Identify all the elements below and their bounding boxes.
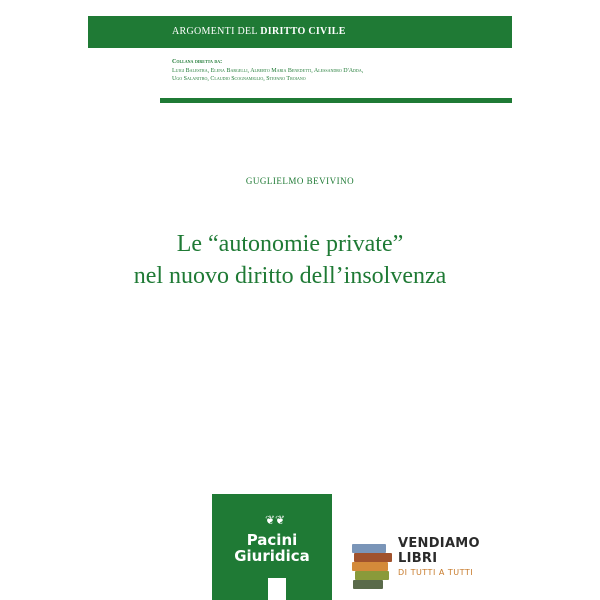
publisher-name-line-2: Giuridica [234,547,310,565]
series-title-regular: ARGOMENTI DEL [172,26,261,37]
badge-tagline: DI TUTTI A TUTTI [398,568,474,577]
series-band-left-block [88,16,160,48]
book-title [0,228,580,292]
editors-heading: Collana diretta da: [172,59,223,65]
publisher-name [212,532,332,564]
series-title-bold: DIRITTO CIVILE [260,26,346,37]
publisher-logo [212,494,332,600]
book-icon-1 [352,544,386,553]
book-icon-2 [354,553,392,562]
publisher-ornament-icon: ❦❦ [264,513,286,527]
book-title-line-1: Le “autonomie private” [176,231,404,257]
book-icon-3 [352,562,388,571]
vendiamo-libri-badge [352,536,492,590]
book-icon-5 [353,580,383,589]
series-divider [160,98,512,103]
series-title [172,26,346,37]
books-stack-icon [352,540,392,586]
book-title-line-2: nel nuovo diritto dell’insolvenza [133,263,447,289]
editors-names-line-2: Ugo Salanitro, Claudio Scognamiglio, Stefano Troiano [172,76,306,82]
badge-line-2: LIBRI [398,551,438,566]
series-editors [172,58,512,84]
author-name: GUGLIELMO BEVIVINO [245,176,355,186]
book-icon-4 [355,571,389,580]
badge-text [398,536,492,580]
publisher-name-line-1: Pacini [246,531,298,549]
badge-line-1: VENDIAMO [398,536,480,551]
publisher-block-notch [268,578,286,600]
editors-names-line-1: Luigi Balestra, Elena Bargelli, Alberto Maria Benedetti, Alessandro D'Adda, [172,67,364,74]
